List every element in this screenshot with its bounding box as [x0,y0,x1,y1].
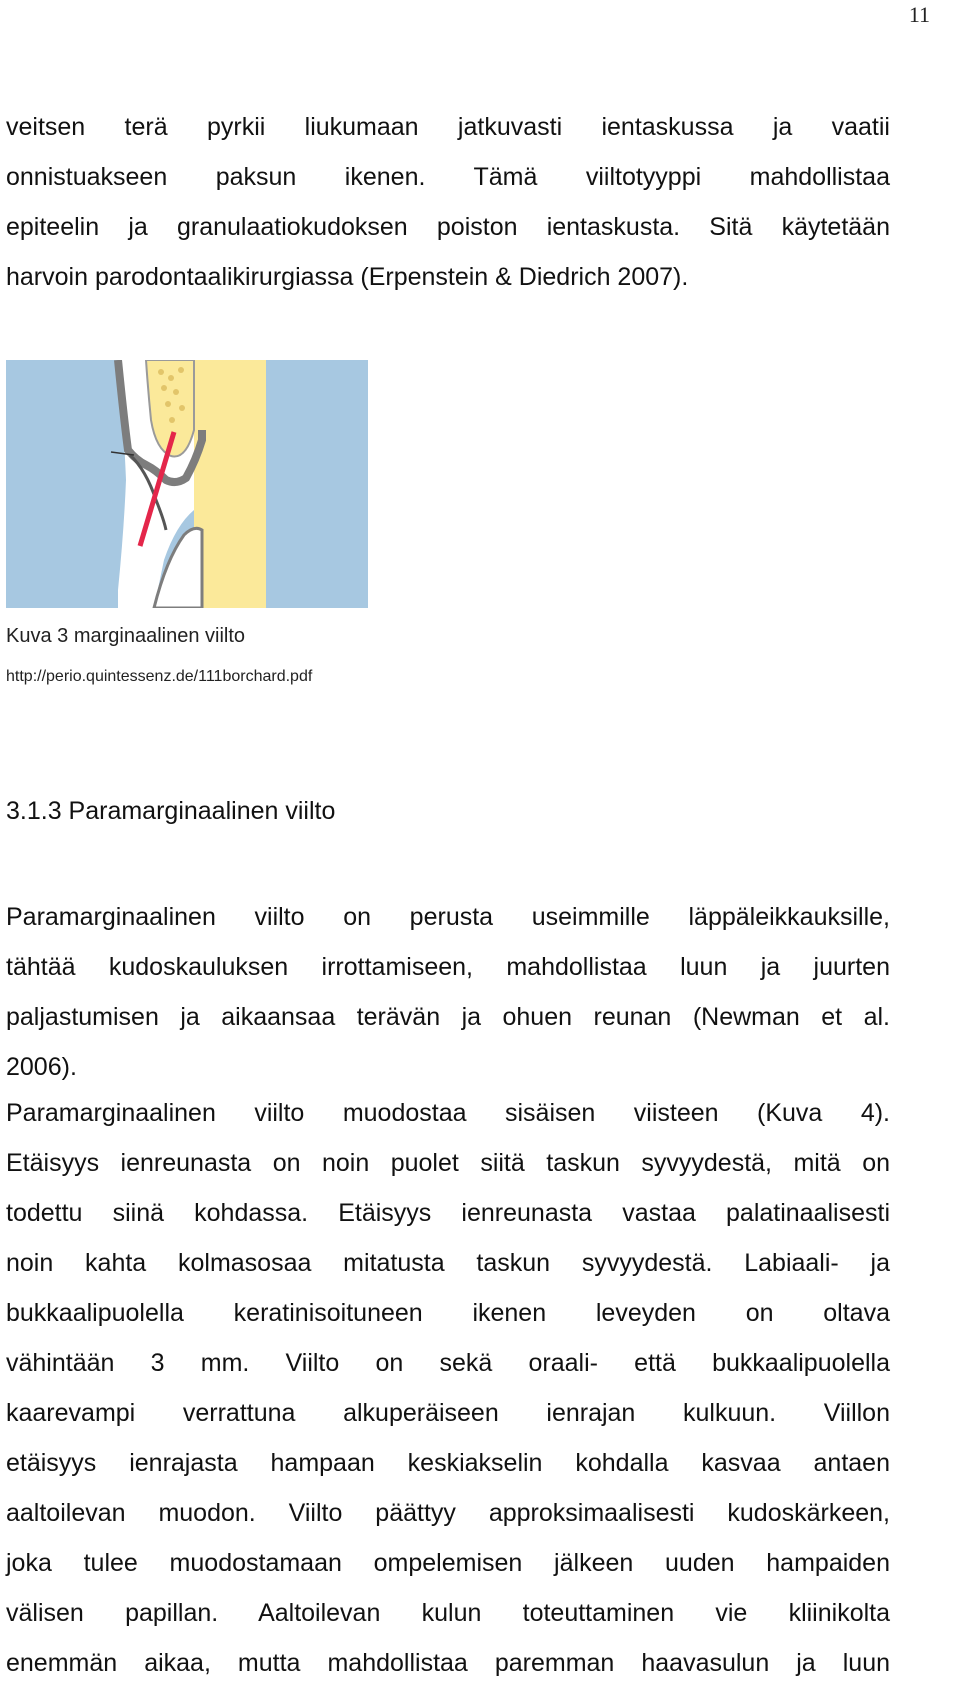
paragraph-line: veitsen terä pyrkii liukumaan jatkuvasti ientaskussa ja vaatii [6,113,890,141]
figure-caption: Kuva 3 marginaalinen viilto [6,625,246,647]
figure-source-url: http://perio.quintessenz.de/111borchard.pdf [6,668,313,685]
paragraph-line: bukkaalipuolella keratinisoituneen ikenen leveyden on oltava [6,1299,890,1327]
paragraph-line: tähtää kudoskauluksen irrottamiseen, mahdollistaa luun ja juurten [6,953,890,981]
paragraph-line: vähintään 3 mm. Viilto on sekä oraali- että bukkaalipuolella [6,1349,890,1377]
paragraph-line: Paramarginaalinen viilto muodostaa sisäisen viisteen (Kuva 4). [6,1099,890,1127]
paragraph-line: Paramarginaalinen viilto on perusta useimmille läppäleikkauksille, [6,903,890,931]
paragraph-paramarginal-details [6,1088,890,1688]
paragraph-line: kaarevampi verrattuna alkuperäiseen ienrajan kulkuun. Viillon [6,1399,890,1427]
paragraph-line: aaltoilevan muodon. Viilto päättyy approksimaalisesti kudoskärkeen, [6,1499,890,1527]
intro-paragraph [6,102,890,302]
paragraph-line: epiteelin ja granulaatiokudoksen poiston ientaskusta. Sitä käytetään [6,213,890,241]
page-number: 11 [908,2,930,27]
paragraph-line: välisen papillan. Aaltoilevan kulun toteuttaminen vie kliinikolta [6,1599,890,1627]
paragraph-line: Etäisyys ienreunasta on noin puolet siitä taskun syvyydestä, mitä on [6,1149,890,1177]
paragraph-paramarginal-intro [6,892,890,1092]
marginal-incision-illustration [6,360,368,608]
paragraph-line: joka tulee muodostamaan ompelemisen jälkeen uuden hampaiden [6,1549,890,1577]
paragraph-line: paljastumisen ja aikaansaa terävän ja ohuen reunan (Newman et al. [6,1003,890,1031]
paragraph-line: noin kahta kolmasosaa mitatusta taskun syvyydestä. Labiaali- ja [6,1249,890,1277]
paragraph-line: 2006). [6,1053,77,1081]
paragraph-line: etäisyys ienrajasta hampaan keskiakselin kohdalla kasvaa antaen [6,1449,890,1477]
paragraph-line: enemmän aikaa, mutta mahdollistaa paremman haavasulun ja luun [6,1649,890,1677]
paragraph-line: todettu siinä kohdassa. Etäisyys ienreunasta vastaa palatinaalisesti [6,1199,890,1227]
tooth-crown [194,360,266,608]
paragraph-line: onnistuakseen paksun ikenen. Tämä viiltotyyppi mahdollistaa [6,163,890,191]
section-heading: 3.1.3 Paramarginaalinen viilto [6,797,336,825]
paragraph-line: harvoin parodontaalikirurgiassa (Erpenstein & Diedrich 2007). [6,263,689,291]
figure-marginal-incision [6,360,368,608]
